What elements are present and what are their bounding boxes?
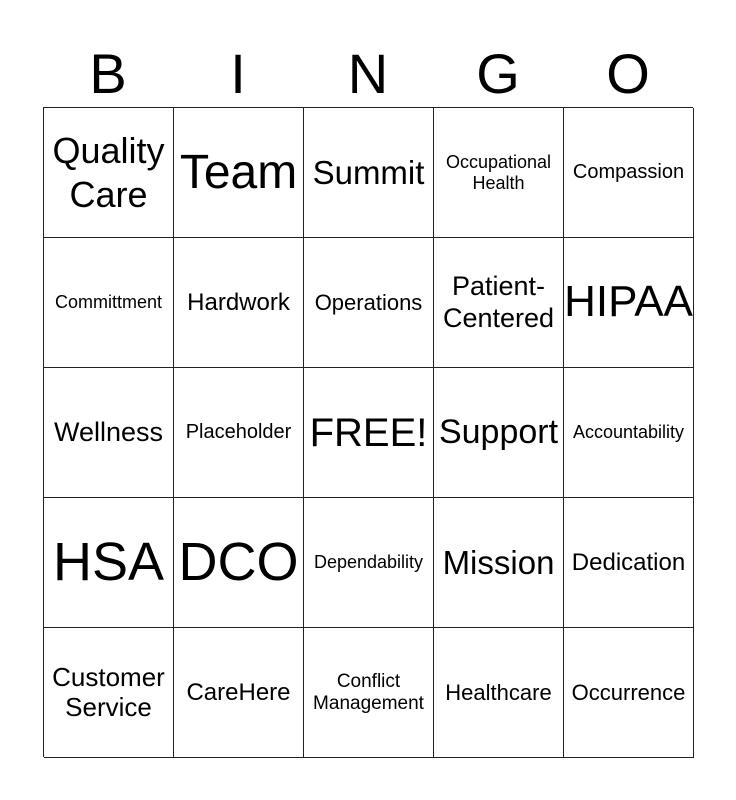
bingo-cell[interactable]: Hardwork (174, 238, 304, 368)
header-letter-i: I (230, 42, 246, 105)
header-letter-o: O (606, 42, 650, 105)
bingo-cell[interactable]: Summit (304, 108, 434, 238)
bingo-cell[interactable]: Conflict Management (304, 628, 434, 758)
header-letter-g: G (476, 42, 520, 105)
bingo-cell[interactable]: Operations (304, 238, 434, 368)
bingo-cell[interactable]: Compassion (564, 108, 694, 238)
bingo-cell[interactable]: CareHere (174, 628, 304, 758)
bingo-cell[interactable]: Healthcare (434, 628, 564, 758)
bingo-cell[interactable]: HIPAA (564, 238, 694, 368)
header-letter-b: B (89, 42, 127, 105)
bingo-cell[interactable]: Occupational Health (434, 108, 564, 238)
bingo-cell[interactable]: Support (434, 368, 564, 498)
bingo-header (43, 40, 693, 108)
bingo-card (43, 107, 693, 757)
bingo-cell[interactable]: Dependability (304, 498, 434, 628)
bingo-cell[interactable]: Accountability (564, 368, 694, 498)
free-space[interactable]: FREE! (304, 368, 434, 498)
bingo-cell[interactable]: Team (174, 108, 304, 238)
header-letter-n: N (347, 42, 389, 105)
bingo-cell[interactable]: DCO (174, 498, 304, 628)
bingo-cell[interactable]: Wellness (44, 368, 174, 498)
bingo-cell[interactable]: HSA (44, 498, 174, 628)
bingo-cell[interactable]: Placeholder (174, 368, 304, 498)
bingo-cell[interactable]: Occurrence (564, 628, 694, 758)
bingo-cell[interactable]: Patient-Centered (434, 238, 564, 368)
bingo-cell[interactable]: Committment (44, 238, 174, 368)
bingo-cell[interactable]: Dedication (564, 498, 694, 628)
bingo-cell[interactable]: Mission (434, 498, 564, 628)
bingo-cell[interactable]: Customer Service (44, 628, 174, 758)
bingo-cell[interactable]: Quality Care (44, 108, 174, 238)
